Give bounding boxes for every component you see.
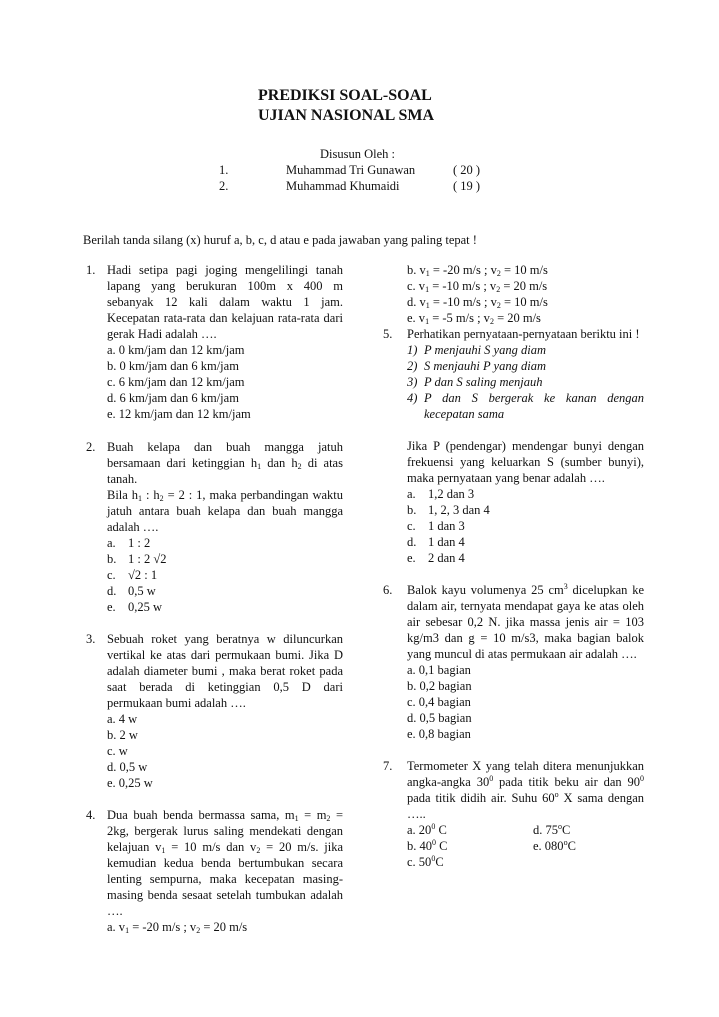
compiled-by-label: Disusun Oleh : [320,147,395,161]
question-6 [383,582,644,742]
author-1-name: Muhammad Tri Gunawan [286,163,416,177]
option-d[interactable]: d. 1 dan 4 [407,535,465,549]
statement-3: 3) P dan S saling menjauh [407,375,543,389]
option-e[interactable]: e. 0,8 bagian [407,727,471,741]
option-d[interactable]: d. $v_1 = -10$ m/s ; $v_2 = 10$ m/s [407,295,548,310]
option-b[interactable]: b. 1 : 2 √2 [107,552,167,566]
author-1-number: 1. [219,163,229,177]
option-a[interactable]: a. $20^0$ C [407,822,447,837]
option-e[interactable]: e. 12 km/jam dan 12 km/jam [107,407,251,421]
author-1-id: ( 20 ) [453,163,481,177]
option-c[interactable]: c. √2 : 1 [107,568,158,582]
option-a[interactable]: a. 0,1 bagian [407,663,471,677]
question-1-stem: 1. Hadi setipa pagi joging mengelilingi tanah lapang yang berukuran 100m x 400 m sebanyak 12 kali dalam waktu 1 jam. Kecepatan rata-rata dan kelajuan rata-rata dari gerak Hadi adalah …. [86,263,343,341]
option-c[interactable]: c. $50^0C$ [407,854,444,869]
question-6-stem: 6. Balok kayu volumenya 25 $cm^3$ dicelupkan ke dalam air, ternyata mendapat gaya ke atas oleh air sebesar 0,2 N. jika massa jenis air = 103 kg/m3 dan g = 10 m/s3, maka bagian balok yang muncul di atas permukaan air adalah …. [383,582,644,661]
title-line-1: PREDIKSI SOAL-SOAL [258,87,432,104]
option-d[interactable]: d. 6 km/jam dan 6 km/jam [107,391,239,405]
author-2-name: Muhammad Khumaidi [286,179,400,193]
option-b[interactable]: b. 1, 2, 3 dan 4 [407,503,490,517]
option-b[interactable]: b. $40^0$ C [407,838,448,853]
option-c[interactable]: c. 0,4 bagian [407,695,471,709]
question-3 [86,631,343,791]
question-6-options [383,662,644,742]
option-c[interactable]: c. w [107,744,128,758]
question-5-options [383,486,644,566]
instruction-text: Berilah tanda silang (x) huruf a, b, c, d atau e pada jawaban yang paling tepat ! [83,233,477,247]
question-2-options [86,535,343,615]
question-7 [383,758,644,870]
question-7-stem: 7. Termometer X yang telah ditera menunjukkan angka-angka $30^0$ pada titik beku air dan $90^0$ pada titik didih air. Suhu 60$^o$ X sama dengan ….. [383,759,644,821]
question-3-options [86,711,343,791]
statement-1: 1) P menjauhi S yang diam [407,343,546,357]
option-c[interactable]: c. 1 dan 3 [407,519,465,533]
question-7-options [383,822,644,870]
option-e[interactable]: e. 0,25 w [107,600,163,614]
option-a[interactable]: a. 1,2 dan 3 [407,487,475,501]
question-5 [383,326,644,566]
author-2-number: 2. [219,179,229,193]
question-1 [86,262,343,422]
statement-2: 2) S menjauhi P yang diam [407,359,546,373]
option-c[interactable]: c. 6 km/jam dan 12 km/jam [107,375,245,389]
option-e[interactable]: e. 0,25 w [107,776,153,790]
option-b[interactable]: b. 0 km/jam dan 6 km/jam [107,359,239,373]
option-d[interactable]: d. 0,5 bagian [407,711,472,725]
title-line-2: UJIAN NASIONAL SMA [258,107,435,124]
statement-4: 4) P dan S bergerak ke kanan dengan kecepatan sama [407,391,644,421]
option-e[interactable]: e. 080$^o$C [533,838,576,853]
option-e[interactable]: e. $v_1 = -5$ m/s ; $v_2 = 20$ m/s [407,311,541,326]
option-d[interactable]: d. 0,5 w [107,584,156,598]
option-d[interactable]: d. 75$^o$C [533,822,571,837]
left-column [86,262,343,935]
question-4-stem: 4. Dua buah benda bermassa sama, $m_1 = m_2 = 2kg$, bergerak lurus saling mendekati dengan kelajuan $v_1 = 10$ m/s dan $v_2 = 20$ m/s. jika kemudian kedua benda bertumbukan secara lenting sempurna, maka kecepatan masing- masing benda sesaat setelah tumbukan adalah …. [86,808,343,918]
question-5-paragraph: Jika P (pendengar) mendengar bunyi dengan frekuensi yang keluarkan S (sumber bunyi), maka pernyataan yang benar adalah …. [407,439,644,485]
question-2-stem-2: Bila $h_1$ : $h_2 = 2$ : 1, maka perbandingan waktu jatuh antara buah kelapa dan buah mangga adalah …. [107,488,343,534]
question-3-stem: 3. Sebuah roket yang beratnya w diluncurkan vertikal ke atas dari permukaan bumi. Jika D adalah diameter bumi , maka berat roket pada saat berada di ketinggian 0,5 D dari permukaan bumi adalah …. [86,632,343,710]
option-c[interactable]: c. $v_1 = -10$ m/s ; $v_2 = 20$ m/s [407,279,548,294]
option-b[interactable]: b. $v_1 = -20$ m/s ; $v_2 = 10$ m/s [407,263,548,278]
option-b[interactable]: b. 2 w [107,728,138,742]
question-2-stem: 2. Buah kelapa dan buah mangga jatuh bersamaan dari ketinggian $h_1$ dan $h_2$ di atas tanah. [86,440,343,486]
question-2 [86,439,343,615]
option-a[interactable]: a. $v_1 = -20$ m/s ; $v_2 = 20$ m/s [107,920,248,935]
question-5-stem: 5. Perhatikan pernyataan-pernyataan beriktu ini ! [383,327,640,341]
option-a[interactable]: a. 4 w [107,712,138,726]
question-1-options [86,342,343,422]
option-a[interactable]: a. 1 : 2 [107,536,151,550]
author-2-id: ( 19 ) [453,179,481,193]
right-column [383,262,644,870]
question-4-options-start [86,919,343,935]
option-e[interactable]: e. 2 dan 4 [407,551,465,565]
option-a[interactable]: a. 0 km/jam dan 12 km/jam [107,343,245,357]
option-b[interactable]: b. 0,2 bagian [407,679,472,693]
option-d[interactable]: d. 0,5 w [107,760,148,774]
question-4-options-continued [383,262,644,326]
question-4 [86,807,343,935]
